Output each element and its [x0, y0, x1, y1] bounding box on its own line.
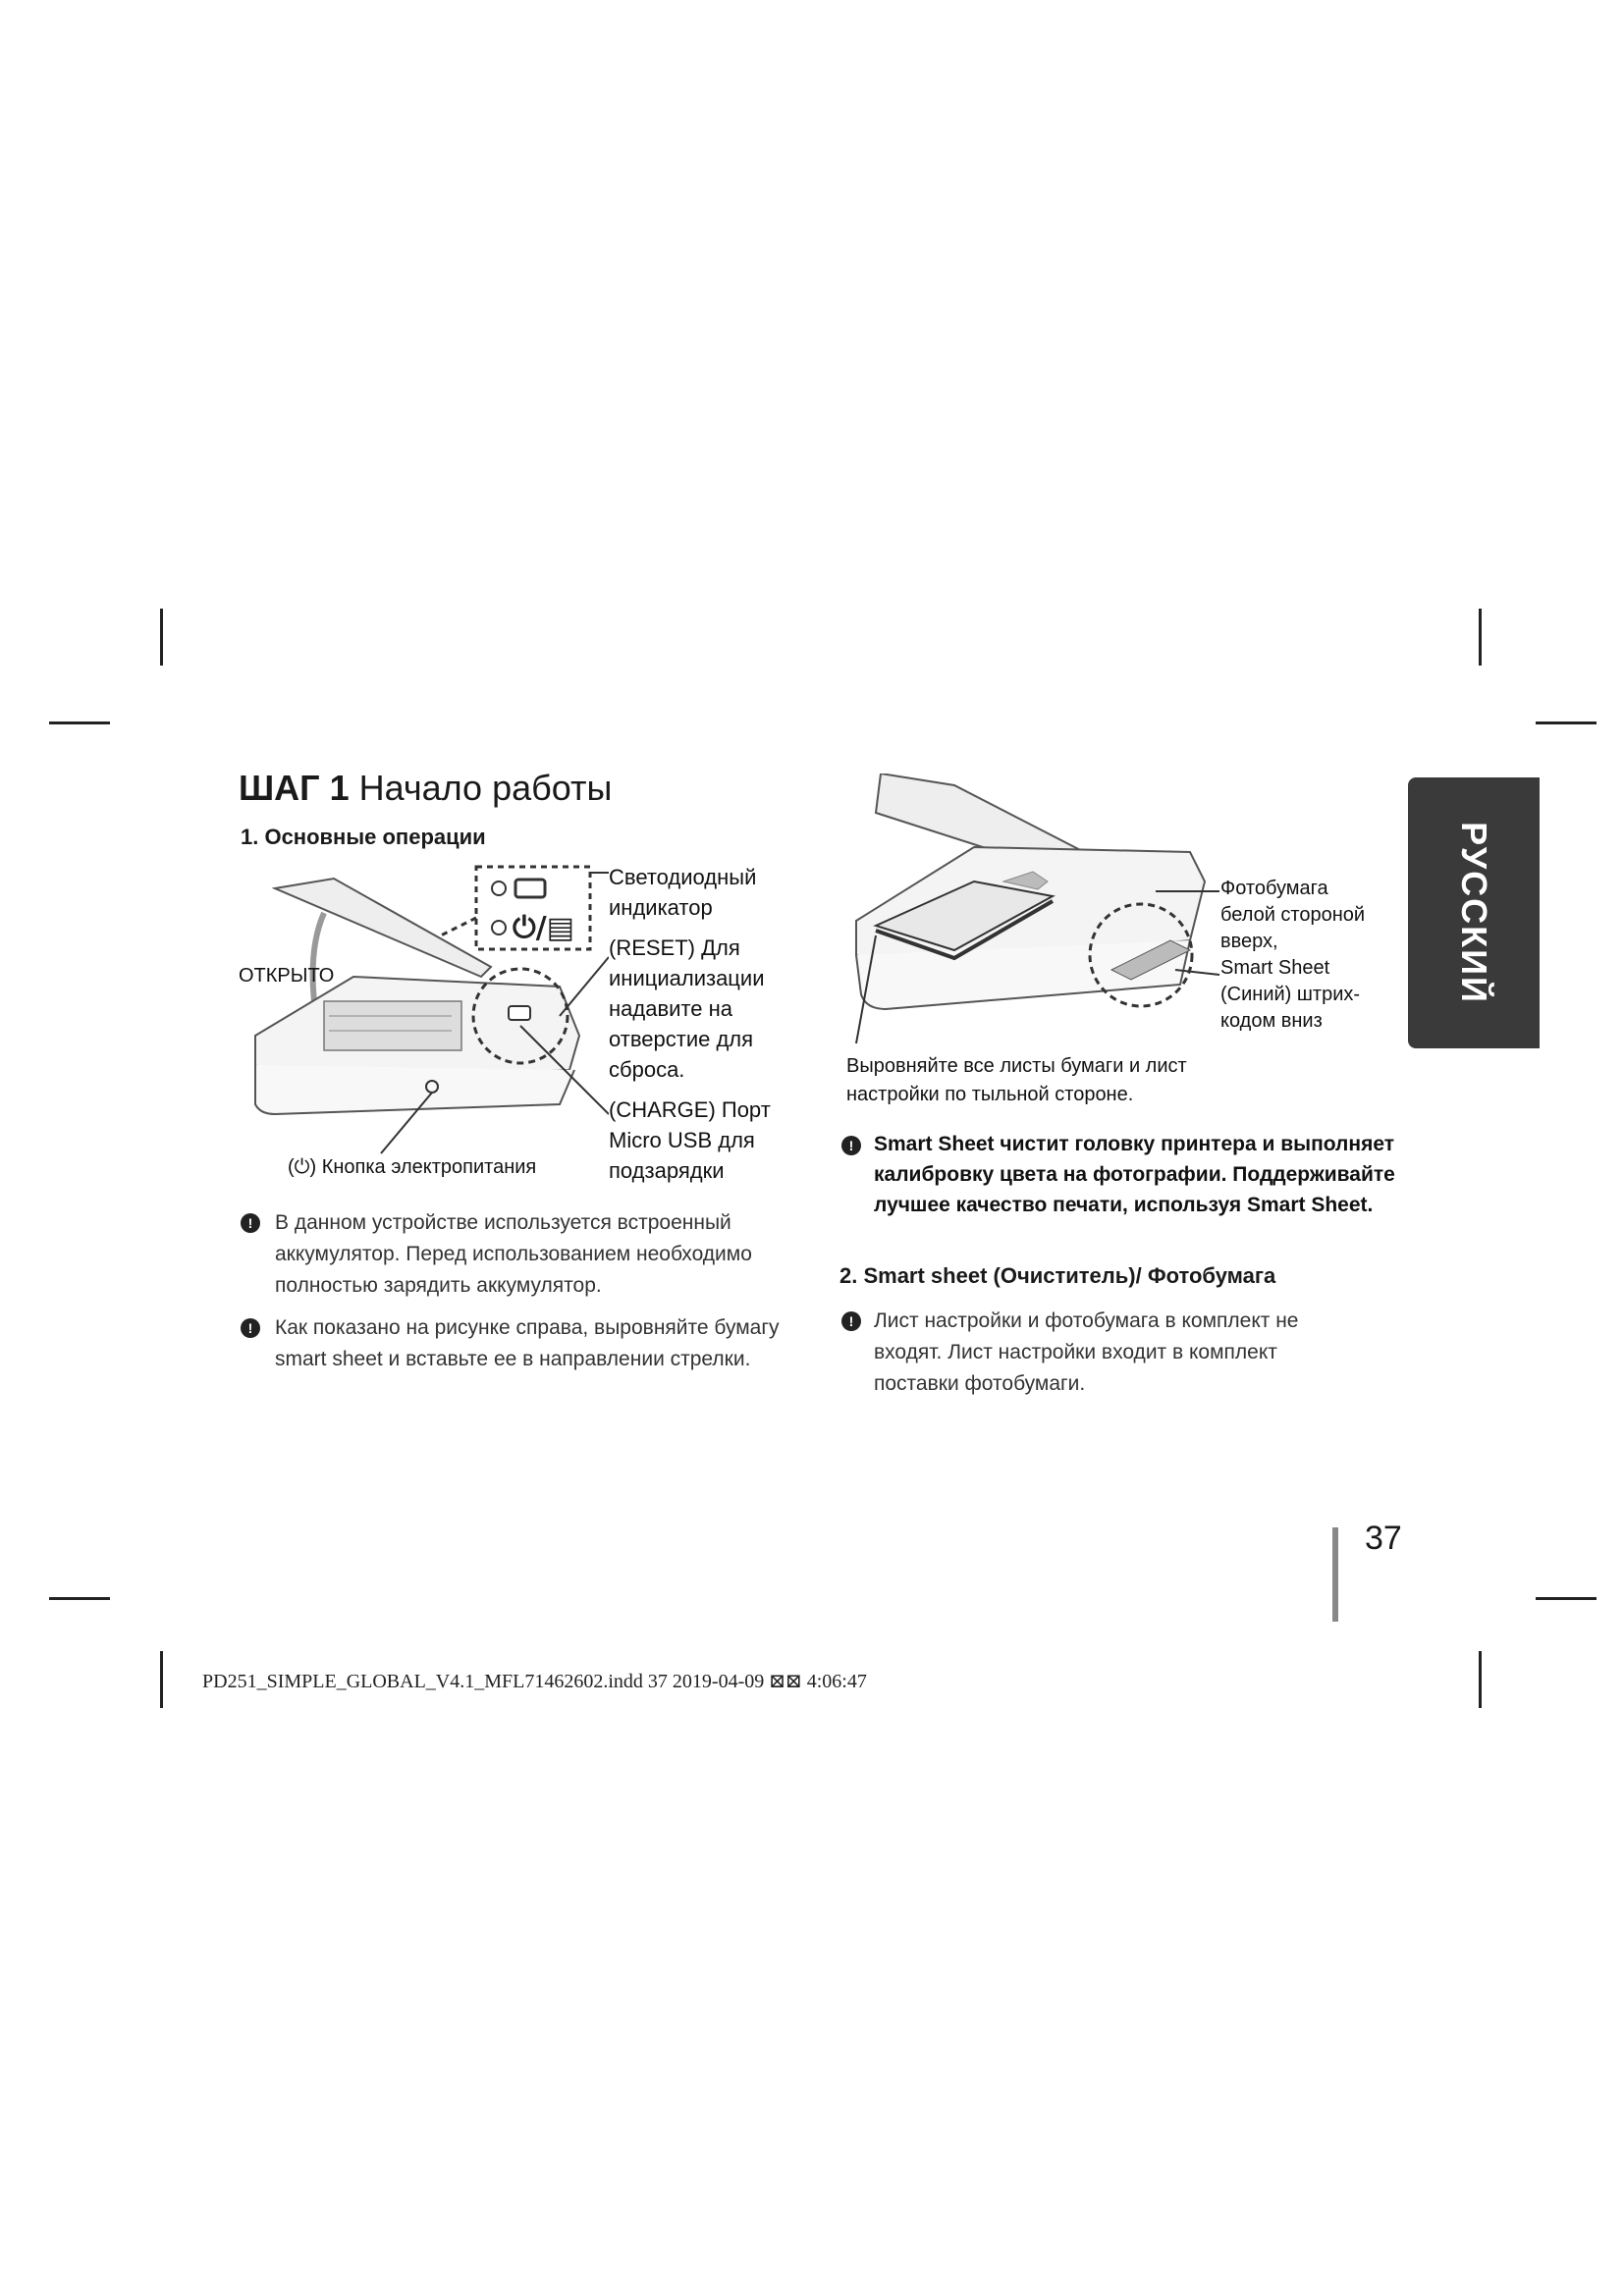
- step-title: Начало работы: [358, 768, 613, 808]
- crop-mark-top-left: [160, 609, 163, 666]
- crop-mark-top-right: [1479, 609, 1482, 666]
- crop-mark-bottom-right: [1479, 1651, 1482, 1708]
- section-2-heading: 2. Smart sheet (Очиститель)/ Фотобумага: [839, 1263, 1276, 1288]
- crop-mark-bottom-left: [160, 1651, 163, 1708]
- printer-lid: [275, 879, 491, 977]
- page-number-bar: [1332, 1527, 1338, 1622]
- note-battery: В данном устройстве используется встроенный аккумулятор. Перед использованием необходимо полностью зарядить аккумулятор.: [275, 1211, 752, 1297]
- note-icon: !: [841, 1311, 861, 1331]
- step-number: ШАГ 1: [239, 768, 350, 808]
- note-icon: !: [841, 1136, 861, 1155]
- charge-callout: (CHARGE) Порт Micro USB для подзарядки: [609, 1097, 771, 1183]
- crop-mark-bottom-right-h: [1536, 1597, 1597, 1600]
- paper-loading-diagram: [837, 774, 1229, 1058]
- crop-mark-bottom-left-h: [49, 1597, 110, 1600]
- open-label: ОТКРЫТО: [239, 965, 335, 987]
- section-1-heading: 1. Основные операции: [241, 825, 486, 849]
- note-smart-sheet: Smart Sheet чистит головку принтера и выполняет калибровку цвета на фотографии. Поддерживайте лучшее качество печати, используя Smart Sheet.: [874, 1133, 1395, 1216]
- note-not-included: Лист настройки и фотобумага в комплект не входят. Лист настройки входит в комплект поставки фотобумаги.: [874, 1309, 1299, 1395]
- power-callout: (⏻) Кнопка электропитания: [288, 1156, 537, 1178]
- print-slug: PD251_SIMPLE_GLOBAL_V4.1_MFL71462602.indd 37 2019-04-09 ⊠⊠ 4:06:47: [202, 1671, 867, 1692]
- reset-callout: (RESET) Для инициализации надавите на отверстие для сброса.: [609, 935, 765, 1082]
- note-paper-insert: Как показано на рисунке справа, выровняйте бумагу smart sheet и вставьте ее в направлении стрелки.: [275, 1316, 780, 1370]
- crop-mark-top-right-h: [1536, 721, 1597, 724]
- language-tab: [1408, 777, 1540, 1048]
- printer-diagram-open: [236, 859, 609, 1173]
- align-paper-callout: Выровняйте все листы бумаги и лист настройки по тыльной стороне.: [846, 1055, 1187, 1105]
- page-number: 37: [1365, 1520, 1402, 1557]
- note-icon: !: [241, 1213, 260, 1233]
- battery-icon: [515, 880, 545, 897]
- power-print-icon: ⏻/▤: [513, 911, 575, 945]
- note-icon: !: [241, 1318, 260, 1338]
- crop-mark-top-left-h: [49, 721, 110, 724]
- page-title: [239, 768, 612, 809]
- paper-orientation-callout: Фотобумага белой стороной вверх, Smart Sheet (Синий) штрих- кодом вниз: [1220, 878, 1366, 1032]
- led-callout: Светодиодный индикатор: [609, 865, 757, 920]
- language-tab-label: РУССКИЙ: [1454, 822, 1494, 1004]
